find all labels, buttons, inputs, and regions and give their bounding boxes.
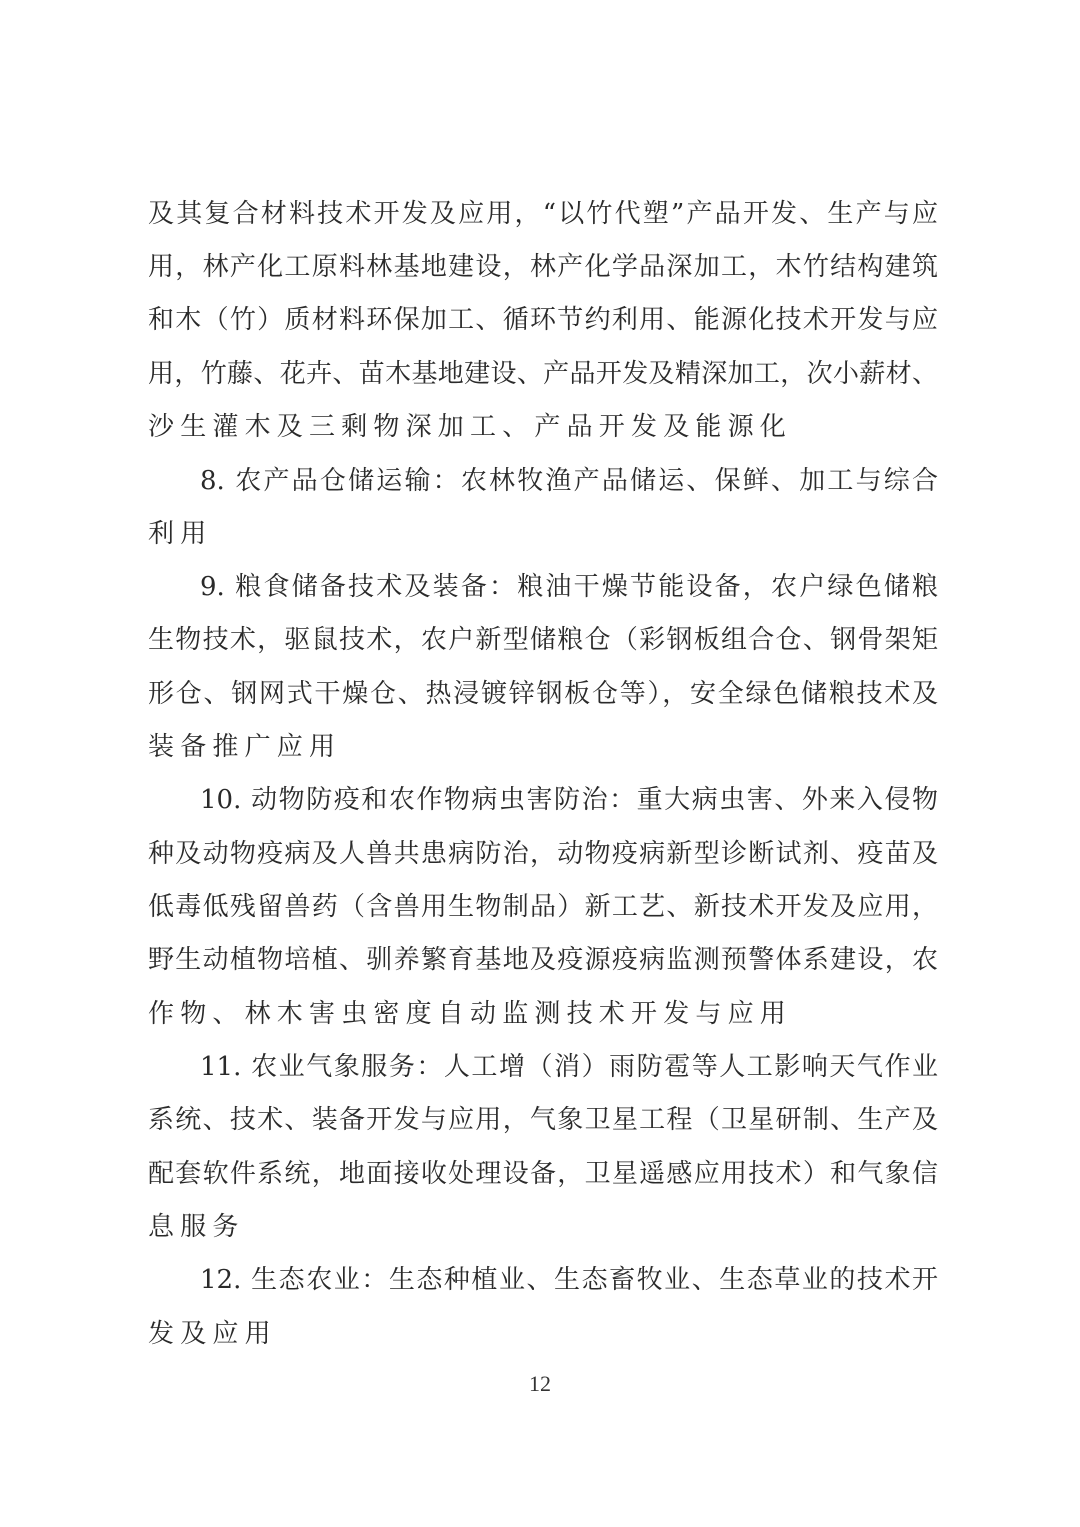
- text-line: 息服务: [148, 1212, 245, 1242]
- text-line: 系统、技术、装备开发与应用，气象卫星工程（卫星研制、生产及: [148, 1105, 938, 1135]
- text-line: 低毒低残留兽药（含兽用生物制品）新工艺、新技术开发及应用，: [148, 892, 938, 922]
- text-line: 生物技术，驱鼠技术，农户新型储粮仓（彩钢板组合仓、钢骨架矩: [148, 625, 938, 655]
- paragraph-item-9: 9. 粮食储备技术及装备：粮油干燥节能设备，农户绿色储粮: [200, 572, 938, 602]
- text-line: 配套软件系统，地面接收处理设备，卫星遥感应用技术）和气象信: [148, 1159, 938, 1189]
- text-line: 利用: [148, 519, 213, 549]
- paragraph-item-10: 10. 动物防疫和农作物病虫害防治：重大病虫害、外来入侵物: [200, 785, 938, 815]
- page-number: 12: [529, 1371, 551, 1396]
- paragraph-item-11: 11. 农业气象服务：人工增（消）雨防雹等人工影响天气作业: [200, 1052, 938, 1082]
- text-line: 发及应用: [148, 1319, 277, 1349]
- text-line: 野生动植物培植、驯养繁育基地及疫源疫病监测预警体系建设，农: [148, 945, 938, 975]
- text-line: 和木（竹）质材料环保加工、循环节约利用、能源化技术开发与应: [148, 305, 938, 335]
- text-line: 用，竹藤、花卉、苗木基地建设、产品开发及精深加工，次小薪材、: [148, 359, 938, 389]
- text-line: 装备推广应用: [148, 732, 342, 762]
- paragraph-item-8: 8. 农产品仓储运输：农林牧渔产品储运、保鲜、加工与综合: [200, 466, 938, 496]
- text-line: 种及动物疫病及人兽共患病防治，动物疫病新型诊断试剂、疫苗及: [148, 839, 938, 869]
- text-line: 及其复合材料技术开发及应用，“以竹代塑”产品开发、生产与应: [148, 199, 938, 229]
- paragraph-item-12: 12. 生态农业：生态种植业、生态畜牧业、生态草业的技术开: [200, 1265, 938, 1295]
- text-line: 沙生灌木及三剩物深加工、产品开发及能源化: [148, 412, 793, 442]
- text-line: 用，林产化工原料林基地建设，林产化学品深加工，木竹结构建筑: [148, 252, 938, 282]
- text-line: 形仓、钢网式干燥仓、热浸镀锌钢板仓等），安全绿色储粮技术及: [148, 679, 938, 709]
- text-line: 作物、林木害虫密度自动监测技术开发与应用: [148, 999, 793, 1029]
